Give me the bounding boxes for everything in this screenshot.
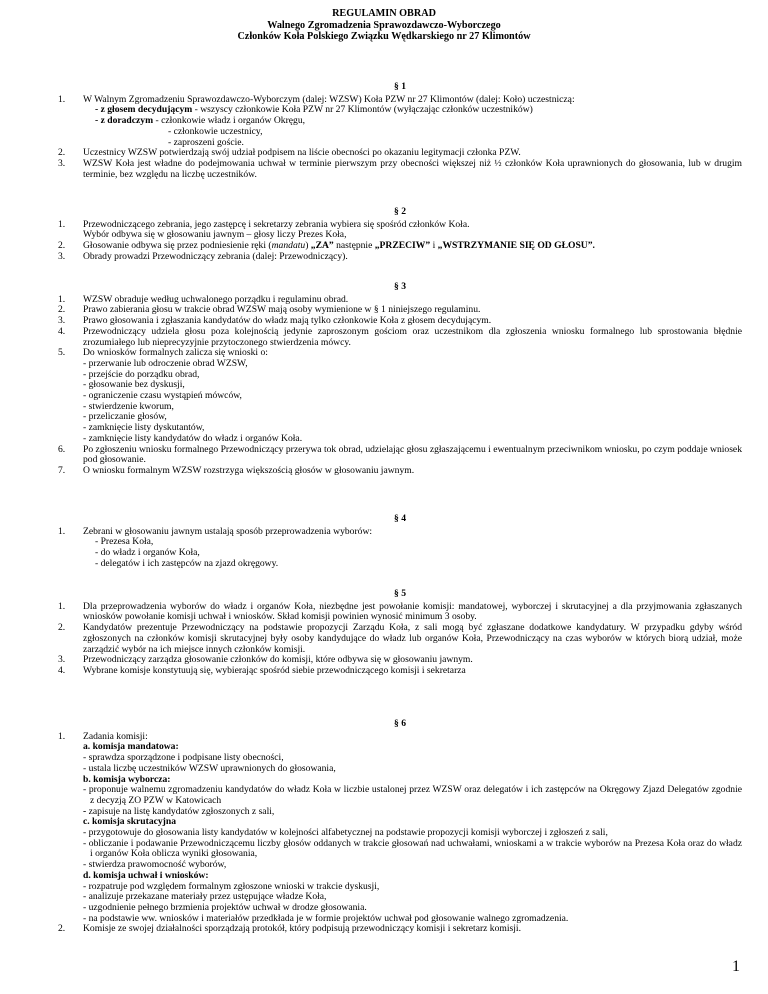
s2-item-1-continued: Wybór odbywa się w głosowaniu jawnym – głosy liczy Prezes Koła, [83,229,347,241]
section-5 [58,589,742,677]
title-line-1: REGULAMIN OBRAD [332,8,436,19]
item-text: W Walnym Zgromadzeniu Sprawozdawczo-Wyborczym (dalej: WZSW) Koła PZW nr 27 Klimontów (dalej: Koło) uczestniczą: [83,93,575,105]
commission-counting-heading: c. komisja skrutacyjna [83,816,177,828]
section-6-heading: § 6 [394,718,406,729]
item-number: 2. [58,240,66,252]
italic-text: mandatu [271,240,306,252]
item-number: 3. [58,654,66,666]
list-item: - rozpatruje pod względem formalnym zgłoszone wnioski w trakcie dyskusji, [83,880,380,892]
commission-resolutions-heading: d. komisja uchwał i wniosków: [83,869,209,881]
list-item: - przygotowuje do głosowania listy kandydatów w kolejności alfabetycznej na podstawie propozycji komisji wyborczej i zgłoszeń z sali, [83,827,608,839]
item-number: 4. [58,325,66,337]
item-text: Uczestnicy WZSW potwierdzają swój udział podpisem na liście obecności po okazaniu legitymacji członka PZW. [83,147,521,159]
item-text: Komisje ze swojej działalności sporządzają protokół, który podpisują przewodniczący komisji i sekretarz komisji. [83,923,521,935]
bold-text: „WSTRZYMANIE SIĘ OD GŁOSU”. [437,240,595,252]
list-item: - przejście do porządku obrad, [83,368,200,380]
list-item: - przeliczanie głosów, [83,411,167,423]
s2-item-3 [58,252,742,263]
item-text: Przewodniczącego zebrania, jego zastępcę i sekretarzy zebrania wybiera się spośród członków Koła. [83,218,470,230]
s3-item-7 [58,466,742,477]
item-text: Przewodniczący udziela głosu poza kolejnością jedynie zaproszonym gościom oraz uczestnikom dla zgłoszenia wniosku formalnego lub sprostowania błędnie zrozumiałego lub nieprecyzyjnie przytoczonego stwierdzenia mówcy. [83,325,742,348]
item-number: 2. [58,923,66,935]
item-text: Prawo głosowania i zgłaszania kandydatów do władz mają tylko członkowie Koła z głosem decydującym. [83,315,492,327]
item-text: Dla przeprowadzenia wyborów do władz i organów Koła, niezbędne jest powołanie komisji: mandatowej, wyborczej i skrutacyjnej a dla przyjmowania zgłaszanych wniosków powołanie komisji uchwał i wniosków. Skład komisji powinien wynosić minimum 3 osoby. [83,600,742,623]
list-item: - uzgodnienie pełnego brzmienia projektów uchwał w drodze głosowania. [83,901,367,913]
list-item: - Prezesa Koła, [95,536,154,548]
s4-list [58,537,742,569]
section-2 [58,207,742,263]
item-number: 1. [58,525,66,537]
section-5-heading: § 5 [394,588,406,599]
s5-item-1 [58,602,742,623]
section-6 [58,719,742,935]
item-text: Kandydatów prezentuje Przewodniczący na podstawie propozycji Zarządu Koła, z sali mogą być zgłaszane dodatkowe kandydatury. W przypadku gdyby wśród zgłoszonych na członków komisji skrutacyjnej były osoby kandydujące do władz lub organów Koła, Przewodniczący na czas wyborów w których biorą udział, może zarządzić wybór na ich miejsce innych członków komisji. [83,622,742,655]
item-number: 2. [58,147,66,159]
list-item: - sprawdza sporządzone i podpisane listy obecności, [83,752,284,764]
item-number: 7. [58,464,66,476]
list-item: - zamknięcie listy kandydatów do władz i organów Koła. [83,432,303,444]
item-number: 6. [58,443,66,455]
item-number: 1. [58,93,66,105]
s5-item-4 [58,666,742,677]
title-line-2: Walnego Zgromadzenia Sprawozdawczo-Wyborczego [267,19,501,31]
list-item: - przerwanie lub odroczenie obrad WZSW, [83,357,248,369]
s6-item-2 [58,924,742,935]
section-1 [58,82,742,180]
item-number: 3. [58,315,66,327]
sub-text: - wszyscy członkowie Koła PZW nr 27 Klimontów (wyłączając członków uczestników) [192,104,533,116]
s6-commission-list [58,742,742,924]
document-title [0,8,768,43]
section-3-heading: § 3 [394,281,406,292]
bold-dash: - [83,805,87,817]
section-4-heading: § 4 [394,513,406,524]
item-number: 1. [58,600,66,612]
list-item [83,807,742,818]
item-number: 3. [58,250,66,262]
commission-mandate-heading: a. komisja mandatowa: [83,741,179,753]
item-text: WZSW Koła jest władne do podejmowania uchwał w terminie pierwszym przy obecności większej niż ½ członków Koła uprawnionych do głosowania, lub w drugim terminie, bez względu na liczbę uczestników. [83,157,742,180]
section-4 [58,514,742,570]
item-number: 4. [58,664,66,676]
item-number: 1. [58,730,66,742]
list-item: - zamknięcie listy dyskutantów, [83,422,205,434]
text-part: i [430,240,438,252]
s3-item-4 [58,327,742,348]
bold-label: - z doradczym [95,115,154,127]
s1-sub-advisory-2: - członkowie uczestnicy, [168,125,263,137]
s1-item-3 [58,159,742,180]
item-text: Zadania komisji: [83,730,148,742]
text-part: ) [305,240,311,252]
list-item: - proponuje walnemu zgromadzeniu kandydatów do władz Koła w liczbie ustalonej przez WZSW oraz delegatów i ich zastępców na Okręgowy Zjazd Delegatów zgodnie z decyzją ZO PZW w Katowicach [83,784,742,806]
s1-sub-advisory [58,116,742,127]
list-item: - ograniczenie czasu wystąpień mówców, [83,390,242,402]
page-number: 1 [732,958,740,975]
item-number: 1. [58,293,66,305]
list-item: - na podstawie ww. wniosków i materiałów przedkłada je w formie projektów uchwał pod głosowanie walnego zgromadzenia. [83,912,569,924]
list-item: - głosowanie bez dyskusji, [83,379,185,391]
list-item: - ustala liczbę uczestników WZSW uprawnionych do głosowania, [83,762,336,774]
list-item: - do władz i organów Koła, [95,547,200,559]
text-part: Głosowanie odbywa się przez podniesienie ręki ( [83,240,272,252]
item-number: 1. [58,218,66,230]
item-text: Wybrane komisje konstytuują się, wybierając spośród siebie przewodniczącego komisji i sekretarza [83,664,466,676]
s3-item-6 [58,445,742,466]
item-text: Zebrani w głosowaniu jawnym ustalają sposób przeprowadzenia wyborów: [83,525,373,537]
item-text: O wniosku formalnym WZSW rozstrzyga większością głosów w głosowaniu jawnym. [83,464,415,476]
text-part: następnie [333,240,375,252]
list-item: - obliczanie i podawanie Przewodniczącemu liczby głosów oddanych w trakcie głosowań nad uchwałami, wnioskami a w trakcie wyborów na Prezesa Koła oraz do władz i organów Koła oblicza wyniki głosowania, [83,837,742,860]
section-3 [58,282,742,477]
item-text: Po zgłoszeniu wniosku formalnego Przewodniczący przerywa tok obrad, udzielając głosu zgłaszającemu i ewentualnym przeciwnikom wniosku, po czym poddaje wniosek pod głosowanie. [83,443,742,466]
s3-motion-list [58,359,742,445]
bold-text: „ZA” [310,240,334,252]
s4-item-1 [58,527,742,538]
sub-text: zapisuje na listę kandydatów zgłoszonych z sali, [86,805,275,817]
bold-label: - z głosem decydującym [95,104,193,116]
s5-item-2 [58,623,742,655]
list-item: - stwierdza prawomocność wyborów, [83,859,227,871]
section-1-heading: § 1 [394,81,406,92]
list-item: - analizuje przekazane materiały przez ustępujące władze Koła, [83,891,327,903]
item-number: 3. [58,157,66,169]
item-number: 5. [58,347,66,359]
item-number: 2. [58,622,66,634]
list-item: - stwierdzenie kworum, [83,400,174,412]
item-text: WZSW obraduje według uchwalonego porządku i regulaminu obrad. [83,293,349,305]
title-line-3: Członków Koła Polskiego Związku Wędkarskiego nr 27 Klimontów [237,31,531,42]
section-2-heading: § 2 [394,206,406,217]
item-text: Prawo zabierania głosu w trakcie obrad WZSW mają osoby wymienione w § 1 niniejszego regulaminu. [83,304,481,316]
item-number: 2. [58,304,66,316]
s1-sub-advisory-3: - zaproszeni goście. [168,136,244,148]
item-text: Przewodniczący zarządza głosowanie członków do komisji, które odbywa się w głosowaniu jawnym. [83,654,473,666]
commission-election-heading: b. komisja wyborcza: [83,773,171,785]
bold-text: „PRZECIW” [374,240,431,252]
item-text: Do wniosków formalnych zalicza się wnioski o: [83,347,268,359]
sub-text: - członkowie władz i organów Okręgu, [153,115,306,127]
item-text: Obrady prowadzi Przewodniczący zebrania (dalej: Przewodniczący). [83,250,348,262]
list-item: - delegatów i ich zastępców na zjazd okręgowy. [95,557,279,569]
